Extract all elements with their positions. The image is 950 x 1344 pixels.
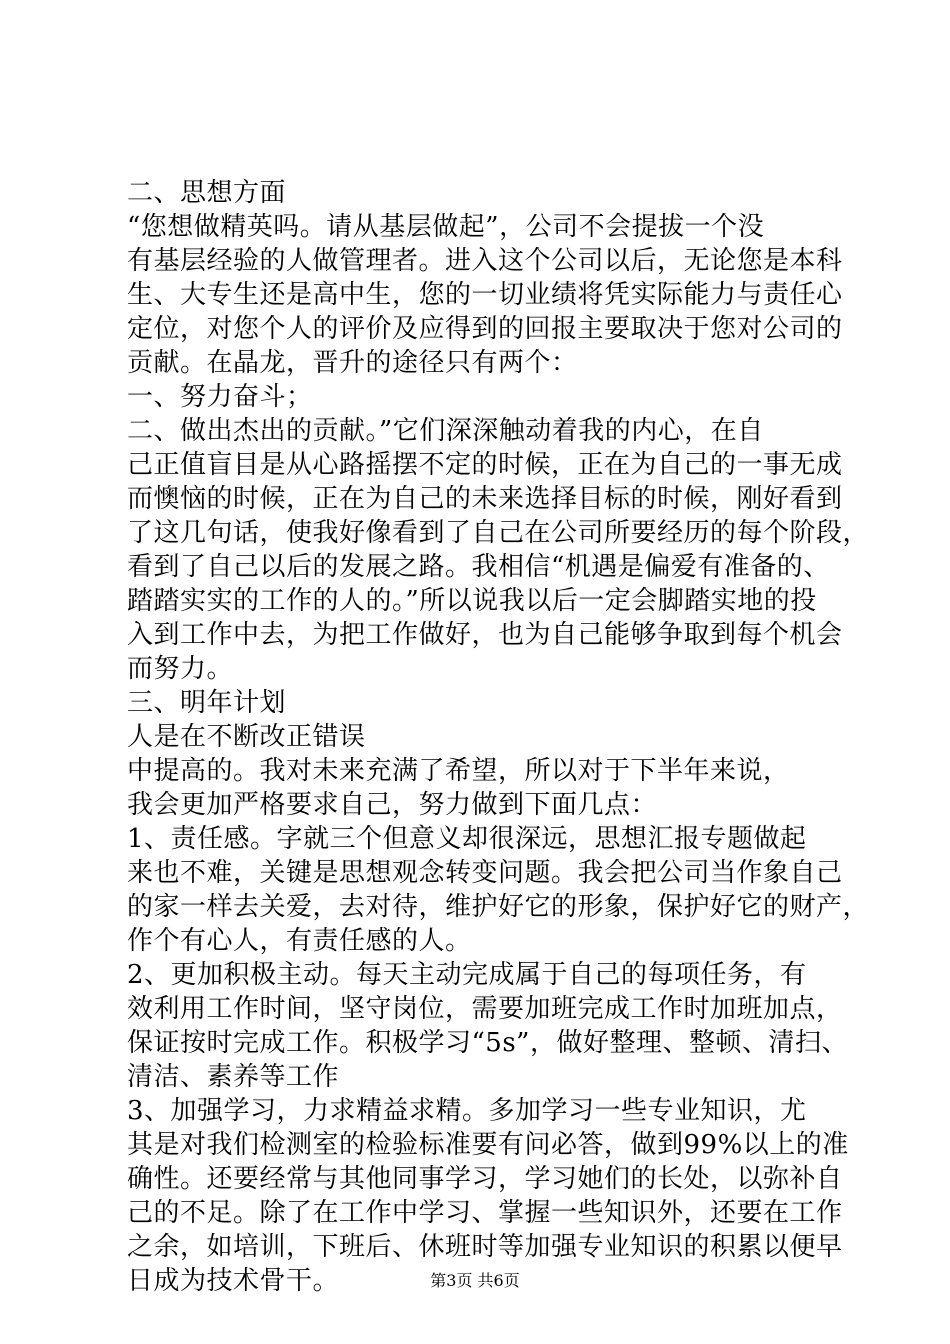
text-line: 踏踏实实的工作的人的。”所以说我以后一定会脚踏实地的投 xyxy=(127,586,817,616)
text-line: 而努力。 xyxy=(127,654,234,684)
text-line: 我会更加严格要求自己，努力做到下面几点： xyxy=(127,790,658,820)
text-line: 己正值盲目是从心路摇摆不定的时候，正在为自己的一事无成 xyxy=(127,450,843,480)
text-line: 的家一样去关爱，去对待，维护好它的形象，保护好它的财产， xyxy=(127,892,870,922)
text-line: 一、努力奋斗； xyxy=(127,382,313,412)
text-line: 入到工作中去，为把工作做好，也为自己能够争取到每个机会 xyxy=(127,620,843,650)
text-line: 确性。还要经常与其他同事学习，学习她们的长处，以弥补自 xyxy=(127,1164,843,1194)
text-line: 其是对我们检测室的检验标准要有问必答，做到99%以上的准 xyxy=(127,1130,849,1160)
text-line: 贡献。在晶龙，晋升的途径只有两个： xyxy=(127,348,578,378)
text-line: 保证按时完成工作。积极学习“5s”，做好整理、整顿、清扫、 xyxy=(127,1028,848,1058)
text-line: 来也不难，关键是思想观念转变问题。我会把公司当作象自己 xyxy=(127,858,843,888)
text-line: 定位，对您个人的评价及应得到的回报主要取决于您对公司的 xyxy=(127,314,843,344)
text-line: 作个有心人，有责任感的人。 xyxy=(127,926,472,956)
text-line: 中提高的。我对未来充满了希望，所以对于下半年来说， xyxy=(127,756,790,786)
text-line: 之余，如培训，下班后、休班时等加强专业知识的积累以便早 xyxy=(127,1232,843,1262)
page-footer: 第3页 共6页 xyxy=(430,1271,520,1290)
text-line: 日成为技术骨干。 xyxy=(127,1266,340,1296)
text-line: 己的不足。除了在工作中学习、掌握一些知识外，还要在工作 xyxy=(127,1198,843,1228)
document-body xyxy=(127,176,870,1298)
text-line: 三、明年计划 xyxy=(127,688,287,718)
text-line: 2、更加积极主动。每天主动完成属于自己的每项任务，有 xyxy=(127,960,807,990)
text-line: 看到了自己以后的发展之路。我相信“机遇是偏爱有准备的、 xyxy=(127,552,830,582)
text-line: 1、责任感。字就三个但意义却很深远，思想汇报专题做起 xyxy=(127,824,807,854)
text-line: 生、大专生还是高中生，您的一切业绩将凭实际能力与责任心 xyxy=(127,280,843,310)
text-line: 清洁、素养等工作 xyxy=(127,1062,340,1092)
text-line: 二、做出杰出的贡献。”它们深深触动着我的内心，在自 xyxy=(127,416,764,446)
text-line: 二、思想方面 xyxy=(127,178,287,208)
text-line: 人是在不断改正错误 xyxy=(127,722,366,752)
text-line: 而懊恼的时候，正在为自己的未来选择目标的时候，刚好看到 xyxy=(127,484,843,514)
text-line: 3、加强学习，力求精益求精。多加学习一些专业知识，尤 xyxy=(127,1096,807,1126)
text-line: 有基层经验的人做管理者。进入这个公司以后，无论您是本科 xyxy=(127,246,843,276)
text-line: “您想做精英吗。请从基层做起”，公司不会提拔一个没 xyxy=(127,212,765,242)
text-line: 效利用工作时间，坚守岗位，需要加班完成工作时加班加点， xyxy=(127,994,843,1024)
text-line: 了这几句话，使我好像看到了自己在公司所要经历的每个阶段， xyxy=(127,518,870,548)
